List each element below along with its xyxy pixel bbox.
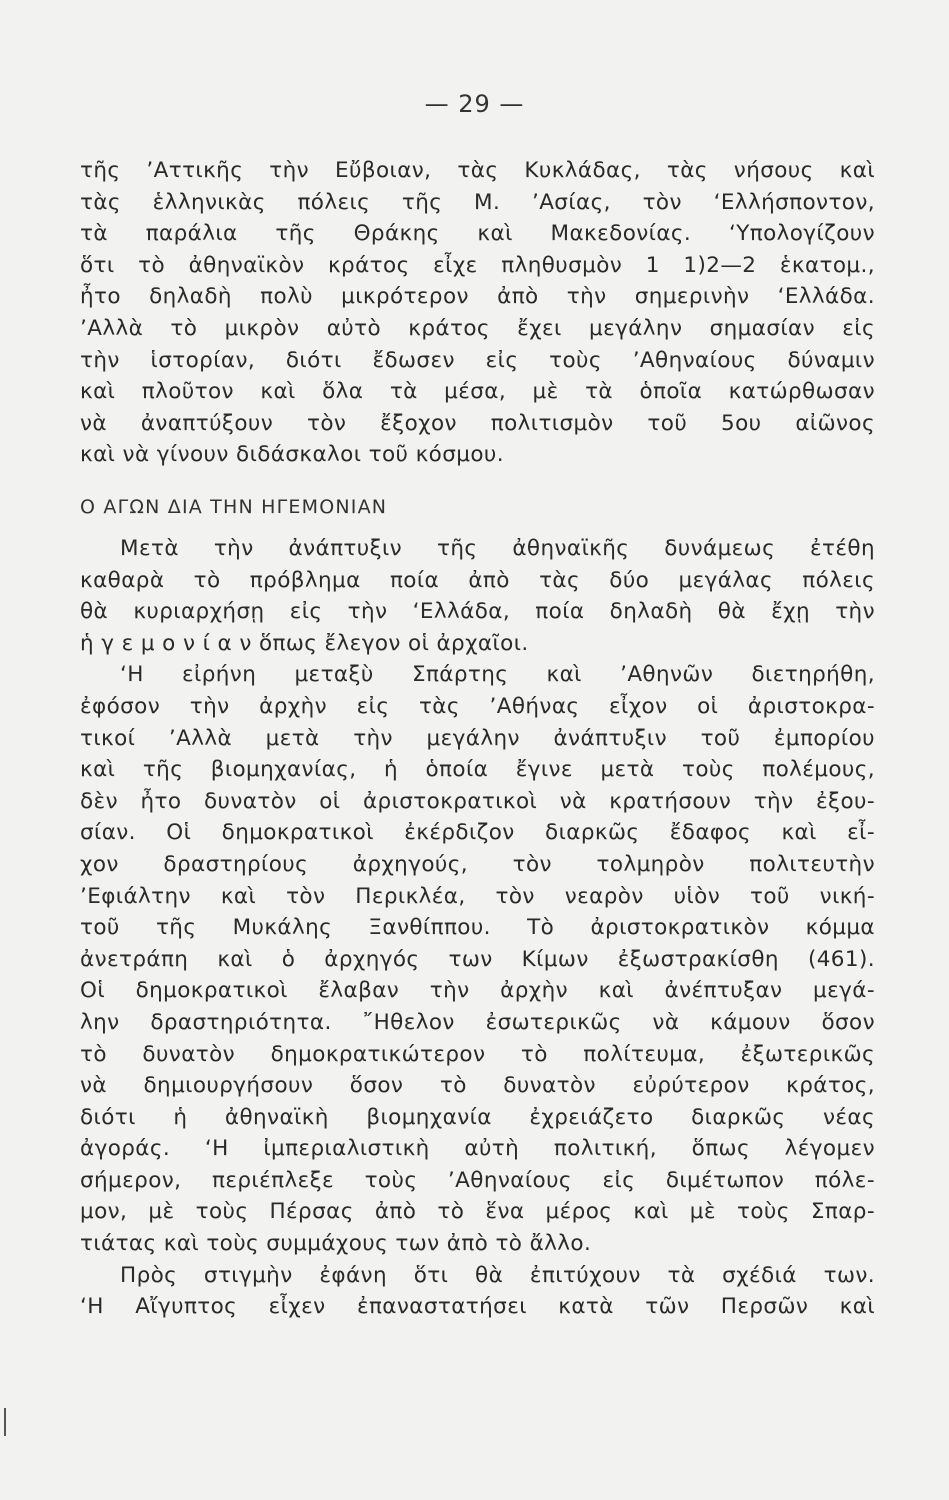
text-line: τὰς ἑλληνικὰς πόλεις τῆς Μ. ’Ασίας, τὸν ‘Ελλήσποντον, <box>80 189 875 215</box>
text-line: τιάτας καὶ τοὺς συμμάχους των ἀπὸ τὸ ἄλλο. <box>80 1231 592 1257</box>
text-line: θὰ κυριαρχήσῃ εἰς τὴν ‘Ελλάδα, ποία δηλαδὴ θὰ ἔχῃ τὴν <box>80 599 875 625</box>
text-line: Μετὰ τὴν ἀνάπτυξιν τῆς ἀθηναϊκῆς δυνάμεως ἐτέθη <box>120 536 875 561</box>
text-line: τοῦ τῆς Μυκάλης Ξανθίππου. Τὸ ἀριστοκρατικὸν κόμμα <box>80 915 875 941</box>
text-line: ὅτι τὸ ἀθηναϊκὸν κράτος εἶχε πληθυσμὸν 1 1)2—2 ἑκατομ., <box>80 252 875 278</box>
text-line: διότι ἡ ἀθηναϊκὴ βιομηχανία ἐχρειάζετο διαρκῶς νέας <box>80 1104 875 1130</box>
text-line: Πρὸς στιγμὴν ἐφάνη ὅτι θὰ ἐπιτύχουν τὰ σχέδιά των. <box>120 1262 875 1288</box>
text-line: ἦτο δηλαδὴ πολὺ μικρότερον ἀπὸ τὴν σημερινὴν ‘Ελλάδα. <box>80 284 875 310</box>
text-line: ‘Η εἰρήνη μεταξὺ Σπάρτης καὶ ’Αθηνῶν διετηρήθη, <box>120 662 875 688</box>
text-line: ’Αλλὰ τὸ μικρὸν αὐτὸ κράτος ἔχει μεγάλην σημασίαν εἰς <box>80 315 875 341</box>
text-line: ἀνετράπη καὶ ὁ ἀρχηγός των Κίμων ἐξωστρακίσθη (461). <box>80 946 875 972</box>
text-line: τὴν ἱστορίαν, διότι ἔδωσεν εἰς τοὺς ’Αθηναίους δύναμιν <box>80 347 875 373</box>
text-line: σίαν. Οἱ δημοκρατικοὶ ἐκέρδιζον διαρκῶς ἔδαφος καὶ εἶ- <box>80 820 875 846</box>
text-line: σήμερον, περιέπλεξε τοὺς ’Αθηναίους εἰς διμέτωπον πόλε- <box>80 1167 875 1193</box>
text-line: ἡ γ ε μ ο ν ί α ν ὅπως ἔλεγον οἱ ἀρχαῖοι. <box>80 630 529 656</box>
text-line: τῆς ’Αττικῆς τὴν Εὔβοιαν, τὰς Κυκλάδας, τὰς νήσους καὶ <box>80 158 875 183</box>
page-number: — 29 — <box>424 90 525 118</box>
text-line: χον δραστηρίους ἀρχηγούς, τὸν τολμηρὸν πολιτευτὴν <box>80 851 875 877</box>
text-line: Οἱ δημοκρατικοὶ ἔλαβαν τὴν ἀρχὴν καὶ ἀνέπτυξαν μεγά- <box>80 978 875 1004</box>
scan-edge-mark <box>4 1408 6 1436</box>
text-block-top <box>80 155 875 471</box>
text-line: δὲν ἦτο δυνατὸν οἱ ἀριστοκρατικοὶ νὰ κρατήσουν τὴν ἐξου- <box>80 788 875 814</box>
section-heading: Ο ΑΓΩΝ ΔΙΑ ΤΗΝ ΗΓΕΜΟΝΙΑΝ <box>80 496 388 518</box>
text-line: τικοί ’Αλλὰ μετὰ τὴν μεγάλην ἀνάπτυξιν τοῦ ἐμπορίου <box>80 725 875 751</box>
text-line: νὰ δημιουργήσουν ὅσον τὸ δυνατὸν εὐρύτερον κράτος, <box>80 1073 875 1099</box>
text-line: νὰ ἀναπτύξουν τὸν ἔξοχον πολιτισμὸν τοῦ 5ου αἰῶνος <box>80 410 875 436</box>
text-line: καὶ πλοῦτον καὶ ὅλα τὰ μέσα, μὲ τὰ ὁποῖα κατώρθωσαν <box>80 379 875 405</box>
text-line: ‘Η Αἴγυπτος εἶχεν ἐπαναστατήσει κατὰ τῶν Περσῶν καὶ <box>80 1294 875 1320</box>
text-line: καὶ νὰ γίνουν διδάσκαλοι τοῦ κόσμου. <box>80 442 504 468</box>
text-line: καὶ τῆς βιομηχανίας, ἡ ὁποία ἔγινε μετὰ τοὺς πολέμους, <box>80 757 875 783</box>
text-line: ἐφόσον τὴν ἀρχὴν εἰς τὰς ’Αθήνας εἶχον οἱ ἀριστοκρα- <box>80 693 875 719</box>
text-line: ’Εφιάλτην καὶ τὸν Περικλέα, τὸν νεαρὸν υἱὸν τοῦ νική- <box>80 883 875 909</box>
text-line: μον, μὲ τοὺς Πέρσας ἀπὸ τὸ ἕνα μέρος καὶ μὲ τοὺς Σπαρ- <box>80 1199 875 1225</box>
text-line: ἀγοράς. ‘Η ἰμπεριαλιστικὴ αὐτὴ πολιτική, ὅπως λέγομεν <box>80 1136 875 1162</box>
text-line: λην δραστηριότητα. ῎Ηθελον ἐσωτερικῶς νὰ κάμουν ὅσον <box>80 1009 875 1035</box>
text-block-main <box>80 533 875 1323</box>
text-line: τὸ δυνατὸν δημοκρατικώτερον τὸ πολίτευμα, ἐξωτερικῶς <box>80 1041 875 1067</box>
text-line: τὰ παράλια τῆς Θράκης καὶ Μακεδονίας. ‘Υπολογίζουν <box>80 221 875 247</box>
text-line: καθαρὰ τὸ πρόβλημα ποία ἀπὸ τὰς δύο μεγάλας πόλεις <box>80 567 875 593</box>
